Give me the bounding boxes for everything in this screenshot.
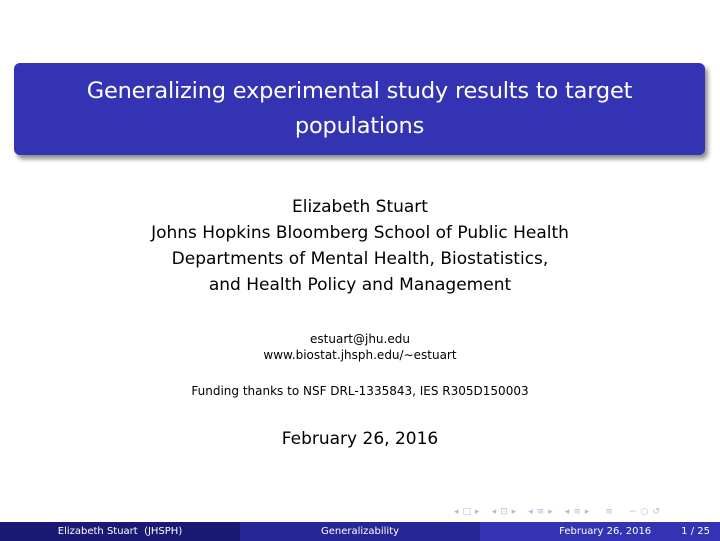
search-icon[interactable]: ∽ — [628, 507, 637, 517]
slide-title-line1: Generalizing experimental study results to target — [86, 78, 633, 104]
email: estuart@jhu.edu — [310, 332, 410, 346]
section-next-icon[interactable]: ▸ — [548, 507, 553, 517]
doc-prev-icon[interactable]: ◂ — [564, 507, 570, 517]
frame-next-icon[interactable]: ▸ — [475, 507, 480, 517]
author-name: Elizabeth Stuart — [292, 197, 428, 217]
subsection-next-icon[interactable]: ▸ — [511, 507, 517, 517]
subsection-prev-icon[interactable]: ◂ — [491, 507, 497, 517]
website: www.biostat.jhsph.edu/∼estuart — [263, 348, 457, 362]
doc-icon[interactable]: ≡ — [573, 507, 581, 517]
section-icon[interactable]: ≡ — [536, 507, 545, 517]
footer-date: February 26, 2016 — [559, 526, 652, 537]
affiliation-line1: Johns Hopkins Bloomberg School of Public Health — [151, 223, 569, 243]
align-icon[interactable]: ≡ — [605, 507, 613, 517]
navigation-symbols — [454, 504, 660, 520]
author-block — [0, 194, 720, 298]
subsection-icon[interactable]: ⊡ — [500, 507, 508, 517]
slide-title-line2: populations — [294, 113, 425, 139]
back-icon[interactable]: ↺ — [652, 507, 660, 517]
footer-title: Generalizability — [240, 522, 480, 541]
frame-prev-icon[interactable]: ◂ — [454, 507, 459, 517]
funding-note: Funding thanks to NSF DRL-1335843, IES R305D150003 — [191, 384, 529, 398]
frame-icon[interactable]: □ — [462, 507, 472, 517]
footer-bar — [0, 522, 720, 541]
footer-page-number: 1 / 25 — [681, 526, 710, 537]
affiliation-line2: Departments of Mental Health, Biostatistics, — [171, 249, 549, 269]
doc-next-icon[interactable]: ▸ — [584, 507, 590, 517]
title-box — [14, 63, 705, 155]
section-prev-icon[interactable]: ◂ — [528, 507, 533, 517]
footer-author: Elizabeth Stuart (JHSPH) — [0, 522, 240, 541]
affiliation-line3: and Health Policy and Management — [208, 275, 512, 295]
zoom-icon[interactable]: ○ — [640, 507, 649, 517]
footer-date-page — [480, 522, 720, 541]
presentation-date: February 26, 2016 — [281, 429, 439, 449]
